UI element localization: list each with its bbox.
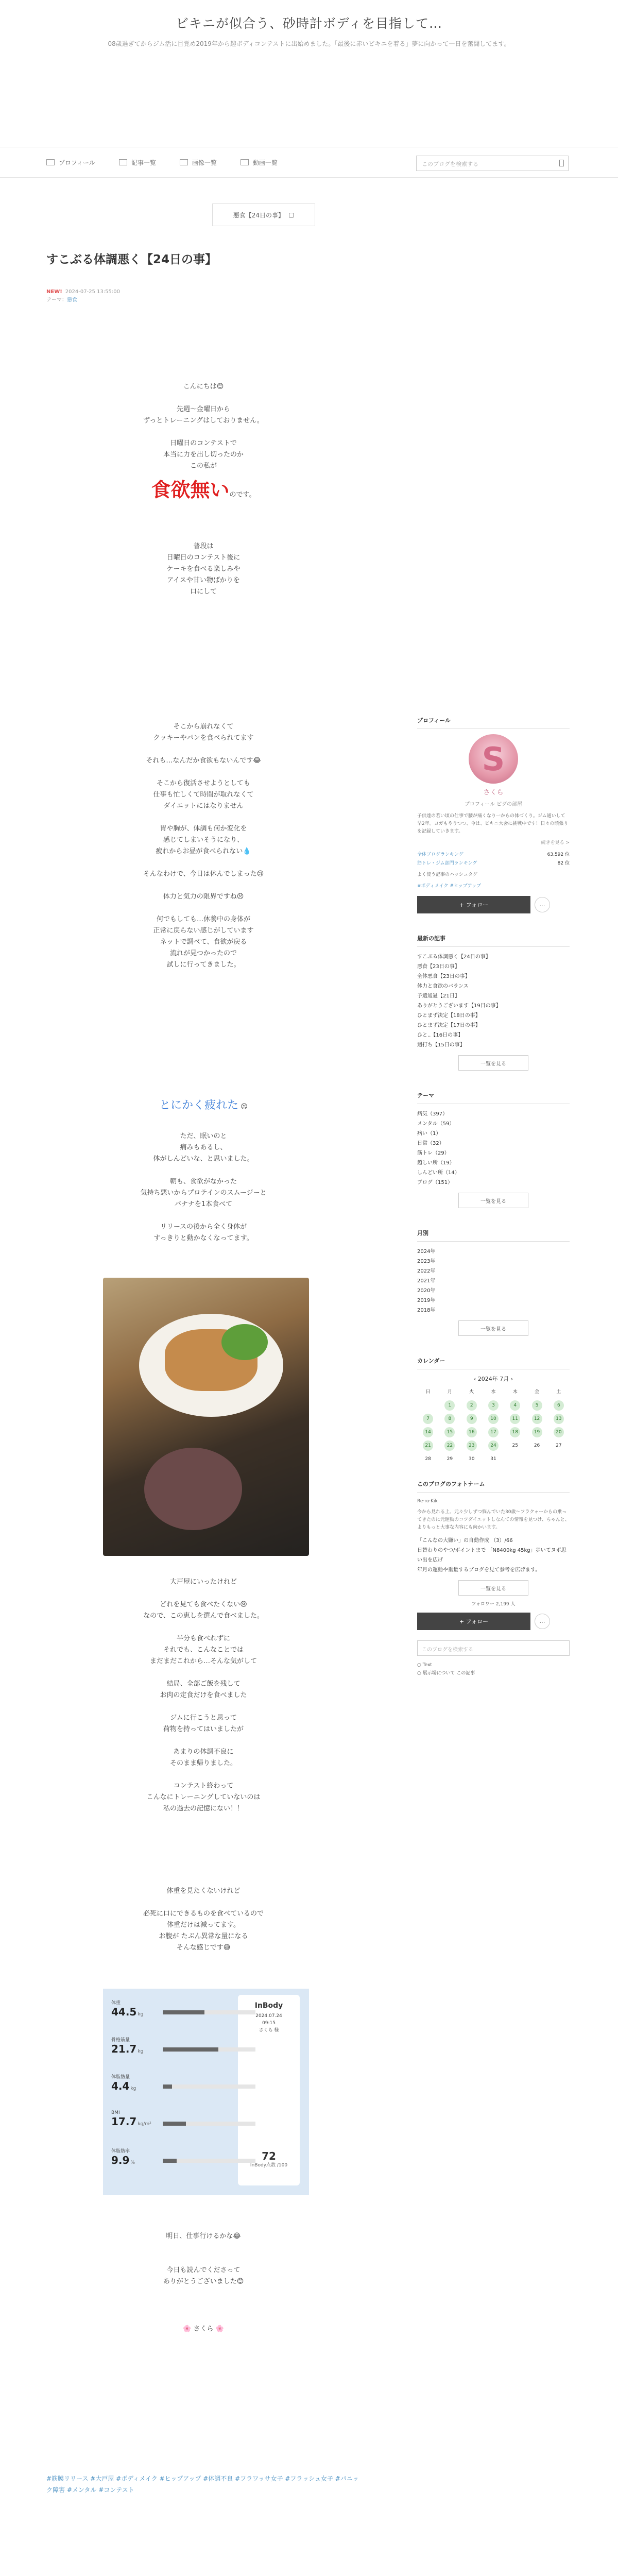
article-line xyxy=(46,857,360,869)
article-line: 大戸屋にいったけれど xyxy=(169,1578,237,1586)
article-line: こんなにトレーニングしていないのは xyxy=(146,1793,261,1801)
search-placeholder: このブログを検索する xyxy=(422,161,478,167)
calendar-month-label: 2024年 7月 xyxy=(477,1376,509,1382)
profile-description: 子供達の若い頃の仕事で腰が痛くなり一からの体づくり。ジム通いして早2年。ヨガもやりつつ、今は、ビキニ大会に挑戦中です！日々の頑張りを記録していきます。 xyxy=(417,814,569,834)
article-line: 気持ち悪いからプロテインのスムージーと xyxy=(140,1189,267,1197)
calendar-day: 26 xyxy=(534,1443,540,1448)
inbody-logo: InBody xyxy=(254,2002,283,2010)
nav-label: 画像一覧 xyxy=(192,159,217,166)
calendar-weekday: 木 xyxy=(512,1389,518,1395)
article-line: すっきりと動かなくなってます。 xyxy=(153,1234,253,1242)
calendar-day[interactable]: 1 xyxy=(444,1400,455,1411)
article-line: あまりの体調不良に xyxy=(173,1748,234,1756)
sidebar-follow-button-2[interactable]: + フォロー xyxy=(417,1613,530,1630)
article-line xyxy=(46,812,360,823)
article-line xyxy=(46,1588,360,1599)
inbody-bar-fill xyxy=(163,2122,186,2126)
list-icon xyxy=(119,159,127,165)
inbody-bar-fill xyxy=(163,2010,204,2014)
recent-item[interactable]: 悪食【23日の事】 xyxy=(417,964,460,970)
article-line xyxy=(46,1210,360,1222)
inbody-result-image[interactable] xyxy=(103,1989,309,2195)
calendar-day[interactable]: 14 xyxy=(423,1427,433,1437)
article-line: 結局、全部ご飯を残して xyxy=(166,1680,241,1688)
inbody-unit: kg xyxy=(130,2086,136,2091)
article-line: ネットで調べて、食欲が戻る xyxy=(160,938,247,946)
radio-blog[interactable]: ○ 展示場について この記事 xyxy=(417,1671,475,1676)
inbody-bar xyxy=(163,2010,255,2014)
calendar-section-title: カレンダー xyxy=(417,1357,570,1369)
blog-header xyxy=(0,0,618,139)
article-line: 先週～金曜日から xyxy=(176,405,230,413)
theme-section-title: テーマ xyxy=(417,1091,570,1104)
article-sign: 🌸 さくら 🌸 xyxy=(183,2325,224,2333)
more-options-icon[interactable]: … xyxy=(535,897,550,912)
ranking-value: 63,592 位 xyxy=(547,852,570,857)
article-line xyxy=(46,1622,360,1633)
meal-photo[interactable] xyxy=(103,1278,309,1556)
article-line: 正常に戻らない感じがしています xyxy=(153,927,254,935)
pickup-item[interactable]: 年月の運動や重量するブログを見て参考を広げます。 xyxy=(417,1567,541,1573)
archive-item[interactable]: 2022年 xyxy=(417,1268,436,1274)
article-line: お腹が たぶん異常な量になる xyxy=(159,1933,248,1940)
calendar-weekday: 水 xyxy=(491,1389,496,1395)
calendar-day: 28 xyxy=(425,1456,431,1462)
archive-item[interactable]: 2024年 xyxy=(417,1249,436,1255)
calendar-day: 31 xyxy=(490,1456,496,1462)
calendar-day[interactable]: 4 xyxy=(510,1400,520,1411)
theme-label: テーマ： xyxy=(46,297,67,303)
nav-images[interactable] xyxy=(180,158,217,167)
search-scope-radios xyxy=(417,1661,570,1677)
radio-label: Text xyxy=(422,1663,432,1668)
inbody-bar xyxy=(163,2047,255,2052)
theme-item[interactable]: 筋トレ（29） xyxy=(417,1150,450,1156)
article-para-7 xyxy=(46,2231,360,2287)
calendar-day[interactable]: 18 xyxy=(510,1427,520,1437)
calendar-weekday: 火 xyxy=(469,1389,474,1395)
article-title: すこぶる体調悪く【24日の事】 xyxy=(46,253,217,266)
article-line: 体力と気力の限界ですね😣 xyxy=(163,893,244,901)
red-emphasis: 食欲無い xyxy=(151,479,230,501)
article-line: 体がしんどいな、と思いました。 xyxy=(153,1155,254,1163)
recent-item[interactable]: すこぶる体調悪く【24日の事】 xyxy=(417,954,491,960)
article-line: なので、この恵しを選んで食べました。 xyxy=(143,1612,264,1620)
inbody-value: 4.4 xyxy=(111,2080,130,2092)
article-line xyxy=(46,880,360,891)
calendar-day[interactable]: 7 xyxy=(423,1414,433,1424)
calendar-day[interactable]: 17 xyxy=(488,1427,499,1437)
profile-more-link[interactable]: 続きを見る > xyxy=(541,840,570,845)
article-para-5 xyxy=(46,1577,360,1815)
ranking-row[interactable] xyxy=(417,859,570,866)
inbody-label: 骨格筋量 xyxy=(111,2038,130,2043)
inbody-label: 体脂肪量 xyxy=(111,2075,130,2080)
article-line: 流れが見つかったので xyxy=(169,950,237,957)
article-line: バナナを1本食べて xyxy=(174,1200,233,1208)
inbody-card xyxy=(238,1995,300,2185)
inbody-bar xyxy=(163,2122,255,2126)
recent-more-button[interactable]: 一覧を見る xyxy=(458,1055,528,1071)
article-line: お肉の定食だけを食べました xyxy=(160,1691,247,1699)
blue-emphasis: とにかく疲れた xyxy=(159,1099,239,1112)
article-line: そこから崩れなくて xyxy=(173,723,234,731)
article-line: ずっとトレーニングはしておりません。 xyxy=(143,417,264,425)
recent-item[interactable]: 予選通過【21日】 xyxy=(417,993,460,999)
inbody-row xyxy=(111,2147,235,2177)
article-meta xyxy=(46,288,120,304)
inbody-label: 体脂肪率 xyxy=(111,2149,130,2154)
article-line xyxy=(46,2253,360,2265)
prev-month-icon[interactable]: ‹ xyxy=(473,1376,478,1382)
article-line: どれを見ても食べたくない😢 xyxy=(160,1601,247,1608)
inbody-row xyxy=(111,2073,235,2103)
article-line: 日曜日のコンテストで xyxy=(170,439,237,447)
theme-item[interactable]: メンタル（59） xyxy=(417,1121,455,1127)
article-line: こんにちは😊 xyxy=(183,383,224,391)
article-line: コンテスト終わって xyxy=(173,1782,234,1790)
rice-bowl-shape xyxy=(144,1448,242,1530)
article-line: 疲れからお昼が食べられない💧 xyxy=(156,848,251,855)
inbody-bar-fill xyxy=(163,2159,177,2163)
article-line: 何でもしても…休養中の身体が xyxy=(156,916,250,923)
theme-button-label: 悪食【24日の事】 xyxy=(233,211,284,219)
inbody-bar-fill xyxy=(163,2084,172,2089)
calendar-day: 25 xyxy=(512,1443,518,1448)
recent-item[interactable]: 体力と食欲のバランス xyxy=(417,984,469,989)
article-line: そこから復活させようとしても xyxy=(156,779,250,787)
article-line: 体重だけは減ってます。 xyxy=(167,1921,240,1929)
sidebar xyxy=(417,716,570,1677)
article-line: 感じてしまいそうになり、 xyxy=(163,836,244,844)
inbody-score-sub: InBody点数 /100 xyxy=(250,2163,288,2168)
article-line: 本当に力を出し切ったのか xyxy=(163,451,244,459)
ranking-value: 82 位 xyxy=(557,861,570,866)
calendar-day xyxy=(548,1454,570,1464)
calendar-day[interactable]: 10 xyxy=(488,1414,499,1424)
article-line xyxy=(46,2242,360,2253)
theme-item[interactable]: 病気（397） xyxy=(417,1111,448,1117)
archive-list xyxy=(417,1247,570,1315)
article-line xyxy=(46,1667,360,1679)
article-line: ありがとうございました😊 xyxy=(163,2278,244,2285)
calendar-day xyxy=(417,1400,439,1411)
profile-links[interactable]: プロフィール ピグの部屋 xyxy=(464,802,523,807)
calendar-weekday: 月 xyxy=(447,1389,452,1395)
search-icon[interactable] xyxy=(559,160,564,166)
external-icon: ▢ xyxy=(288,211,295,218)
article-line: ケーキを食べる楽しみや xyxy=(166,565,241,573)
calendar-day[interactable]: 21 xyxy=(423,1440,433,1451)
article-line: 必死に口にできるものを食べているので xyxy=(143,1910,264,1918)
calendar-day[interactable]: 19 xyxy=(532,1427,542,1437)
calendar-day[interactable]: 6 xyxy=(554,1400,564,1411)
inbody-label: BMI xyxy=(111,2110,120,2115)
archive-item[interactable]: 2021年 xyxy=(417,1278,436,1284)
calendar-month xyxy=(417,1375,570,1383)
calendar-day[interactable]: 15 xyxy=(444,1427,455,1437)
tags-title: よく使う記事のハッシュタグ xyxy=(417,872,477,877)
inbody-row xyxy=(111,1999,235,2029)
article-para-1 xyxy=(46,381,360,472)
blog-title[interactable]: ビキニが似合う、砂時計ボディを目指して… xyxy=(175,16,442,31)
archive-item[interactable]: 2018年 xyxy=(417,1308,436,1313)
article-red-line xyxy=(46,479,360,501)
article-line: クッキーやパンを食べられてます xyxy=(153,734,254,742)
theme-link[interactable]: 悪食 xyxy=(67,297,77,303)
archive-item[interactable]: 2020年 xyxy=(417,1288,436,1294)
more-options-icon-2[interactable]: … xyxy=(535,1614,550,1629)
inbody-bar xyxy=(163,2084,255,2089)
ranking-label: 筋トレ・ジム部門ランキング xyxy=(417,861,477,866)
theme-item[interactable]: 日常（32） xyxy=(417,1141,444,1146)
article-line: この私が xyxy=(190,462,217,470)
theme-more-button[interactable]: 一覧を見る xyxy=(458,1193,528,1208)
article-line: 試しに行ってきました。 xyxy=(166,961,241,969)
article-line xyxy=(46,393,360,404)
inbody-date: 2024.07.24 xyxy=(255,2013,282,2019)
sidebar-follow-row-2 xyxy=(417,1613,570,1630)
next-month-icon[interactable]: › xyxy=(509,1376,513,1382)
nav-label: 動画一覧 xyxy=(252,159,278,166)
profile-tags[interactable]: #ボディメイク #ヒップアップ xyxy=(417,884,481,889)
pickup-more-button[interactable]: 一覧を見る xyxy=(458,1580,528,1596)
calendar-weekday: 金 xyxy=(535,1389,540,1395)
recent-section-title: 最新の記事 xyxy=(417,934,570,947)
theme-item[interactable]: 病い（1） xyxy=(417,1131,441,1137)
article-line xyxy=(46,427,360,438)
archive-item[interactable]: 2019年 xyxy=(417,1298,436,1303)
calendar-weekday: 日 xyxy=(425,1389,431,1395)
radio-label: 展示場について この記事 xyxy=(422,1671,475,1676)
calendar-day[interactable]: 13 xyxy=(554,1414,564,1424)
article-line: 体重を見たくないけれど xyxy=(166,1887,241,1895)
blog-search-input[interactable] xyxy=(416,156,569,171)
calendar-day[interactable]: 3 xyxy=(488,1400,499,1411)
article-line: 普段は xyxy=(193,543,214,550)
calendar-grid xyxy=(417,1387,570,1464)
sidebar-follow-row xyxy=(417,896,570,913)
article-line: リリースの後から全く身体が xyxy=(160,1223,247,1231)
calendar-day xyxy=(526,1454,547,1464)
article-line xyxy=(46,1735,360,1747)
pickup-sub: Re·ro·Kik xyxy=(417,1499,438,1504)
ranking-row[interactable] xyxy=(417,851,570,857)
video-icon xyxy=(241,159,249,165)
theme-item[interactable]: しんどい所（14） xyxy=(417,1170,460,1176)
profile-section-title: プロフィール xyxy=(417,716,570,729)
article-line: 痛みもあるし、 xyxy=(180,1144,227,1151)
article-line: 半分も食べれずに xyxy=(176,1635,230,1642)
pickup-item[interactable]: 「こんなの大嫌い」の自動作成 （3）/66 xyxy=(417,1538,513,1544)
recent-item[interactable]: ありがとうございます【19日の事】 xyxy=(417,1003,501,1009)
calendar-day[interactable]: 9 xyxy=(467,1414,477,1424)
calendar-day xyxy=(504,1454,526,1464)
article-line: 私の過去の記憶にない！！ xyxy=(163,1805,244,1812)
recent-item[interactable]: 週打ち【15日の事】 xyxy=(417,1042,465,1048)
theme-item[interactable]: ブログ（151） xyxy=(417,1180,453,1185)
article-line xyxy=(46,903,360,914)
radio-text[interactable]: ○ Text xyxy=(417,1663,432,1668)
inbody-unit: % xyxy=(130,2160,135,2165)
article-date: 2024-07-25 13:55:00 xyxy=(65,289,121,295)
calendar-day[interactable]: 11 xyxy=(510,1414,520,1424)
sidebar-search-input[interactable]: このブログを検索する xyxy=(417,1640,570,1656)
pickup-section-title: このブログのフォトナーム xyxy=(417,1480,570,1493)
inbody-score: 72 xyxy=(262,2150,276,2162)
article-line: 胃や胸が、体調も何か変化を xyxy=(160,825,247,833)
nav-profile[interactable] xyxy=(46,158,95,167)
calendar-day[interactable]: 24 xyxy=(488,1440,499,1451)
theme-item[interactable]: 超しい所（19） xyxy=(417,1160,455,1166)
red-suffix: のです。 xyxy=(229,491,256,499)
article-para-4 xyxy=(46,1131,360,1244)
inbody-unit: kg xyxy=(138,2012,144,2017)
article-line: まだまだこれから…そんな気がして xyxy=(149,1657,257,1665)
article-line xyxy=(46,767,360,778)
article-line: 荷物を持ってはいましたが xyxy=(163,1725,244,1733)
inbody-name: さくら 様 xyxy=(259,2028,279,2033)
article-line: ただ、眠いのと xyxy=(180,1132,227,1140)
new-badge: NEW! xyxy=(46,289,62,295)
article-line: それも…なんだか食欲もないんです😂 xyxy=(146,757,261,765)
article-para-6 xyxy=(46,1886,360,1954)
inbody-label: 体重 xyxy=(111,2001,121,2006)
global-nav xyxy=(0,147,618,178)
calendar-day[interactable]: 2 xyxy=(467,1400,477,1411)
calendar-day[interactable]: 12 xyxy=(532,1414,542,1424)
archive-section-title: 月別 xyxy=(417,1229,570,1242)
recent-item[interactable]: 全体悪食【23日の事】 xyxy=(417,974,470,979)
inbody-bar-fill xyxy=(163,2047,218,2052)
nav-label: プロフィール xyxy=(59,159,95,166)
inbody-value: 21.7 xyxy=(111,2043,137,2055)
tired-icon: 😣 xyxy=(238,1103,248,1111)
article-para-2 xyxy=(46,541,360,598)
calendar-day[interactable]: 8 xyxy=(444,1414,455,1424)
article-line: ダイエットにはなりません xyxy=(163,802,244,810)
article-line: そんな感じです😅 xyxy=(176,1944,231,1952)
article-line: 日曜日のコンテスト後に xyxy=(166,554,241,562)
archive-item[interactable]: 2023年 xyxy=(417,1259,436,1264)
recent-item[interactable]: ひとまず決定【18日の事】 xyxy=(417,1013,480,1019)
article-line xyxy=(46,744,360,755)
profile-avatar[interactable]: S xyxy=(469,734,518,784)
nav-videos[interactable] xyxy=(241,158,278,167)
calendar-day[interactable]: 5 xyxy=(532,1400,542,1411)
hashtag-list[interactable]: #筋膜リリース #大戸屋 #ボディメイク #ヒップアップ #体調不良 #フラワッサ女子 #フラッシュ女子 #パニック障害 #メンタル #コンテスト xyxy=(46,2475,359,2494)
inbody-row xyxy=(111,2110,235,2140)
calendar-day[interactable]: 16 xyxy=(467,1427,477,1437)
recent-item[interactable]: ひと..【16日の事】 xyxy=(417,1032,464,1038)
article-line xyxy=(46,1897,360,1908)
pickup-item[interactable]: 日替わりのやつ/ボイントまで 「N8400kg 45kg」歩いてヌポ思い出を広げ xyxy=(417,1548,566,1563)
article-line: そのまま帰りました。 xyxy=(169,1759,237,1767)
inbody-value: 9.9 xyxy=(111,2154,130,2166)
article-line xyxy=(46,1165,360,1176)
image-icon xyxy=(180,159,188,165)
article-para-3 xyxy=(46,721,360,971)
inbody-unit: kg xyxy=(138,2049,144,2054)
article-line: そんなわけで、今日は休んでしまった😢 xyxy=(143,870,264,878)
theme-list xyxy=(417,1109,570,1188)
article-line: 口にして xyxy=(190,588,217,596)
inbody-value: 44.5 xyxy=(111,2006,137,2018)
calendar-day: 30 xyxy=(468,1456,475,1462)
article-line xyxy=(46,1701,360,1713)
salad-shape xyxy=(221,1324,268,1360)
calendar-day[interactable]: 22 xyxy=(444,1440,455,1451)
inbody-value: 17.7 xyxy=(111,2115,137,2128)
archive-more-button[interactable]: 一覧を見る xyxy=(458,1320,528,1336)
sidebar-follow-button[interactable]: + フォロー xyxy=(417,896,530,913)
follower-count[interactable]: フォロワー 2,199 人 xyxy=(471,1602,516,1607)
theme-button[interactable] xyxy=(212,204,315,226)
calendar-day[interactable]: 20 xyxy=(554,1427,564,1437)
article-line: ジムに行こうと思って xyxy=(170,1714,237,1722)
calendar-day: 27 xyxy=(556,1443,562,1448)
article-line: 今日も読んでくださって xyxy=(166,2266,241,2274)
pickup-desc: 今から見れる上、元々少しずつ悩んでいた30歳～フラクォーからの乗ってきたのに元運動のコツダイエットしなんての情報を見つけ、ちゃんと、よりもっと大事な内容にも向かいます。 xyxy=(417,1510,570,1530)
article-line: 仕事も忙しくて時間が取れなくて xyxy=(153,791,254,799)
article-line: 朝も、食欲がなかった xyxy=(169,1178,237,1185)
article-line: アイスや甘い物ばかりを xyxy=(167,577,240,584)
inbody-row xyxy=(111,2036,235,2066)
nav-articles[interactable] xyxy=(119,158,156,167)
ranking-label: 全体ブログランキング xyxy=(417,852,464,857)
article-blue-line xyxy=(46,1100,360,1113)
article-line: それでも、こんなことでは xyxy=(163,1646,244,1654)
profile-icon xyxy=(46,159,55,165)
article-line xyxy=(46,1769,360,1781)
calendar-weekday: 土 xyxy=(556,1389,561,1395)
inbody-time: 09:15 xyxy=(262,2021,276,2026)
inbody-bar xyxy=(163,2159,255,2163)
calendar-day[interactable]: 23 xyxy=(467,1440,477,1451)
nav-label: 記事一覧 xyxy=(131,159,156,166)
article-line: 明日、仕事行けるかな😂 xyxy=(166,2232,241,2240)
blog-description: 08歳過ぎてからジム活に目覚め2019年から趣ボディコンテストに出始めました。「最後に赤いビキニを着る」夢に向かって一日を奮闘してます。 xyxy=(108,40,510,47)
profile-name[interactable]: さくら xyxy=(483,789,504,796)
calendar-day: 29 xyxy=(447,1456,453,1462)
inbody-unit: kg/m² xyxy=(138,2122,151,2127)
pickup-list xyxy=(417,1536,570,1575)
recent-list xyxy=(417,952,570,1050)
recent-item[interactable]: ひとまず決定【17日の事】 xyxy=(417,1023,480,1028)
